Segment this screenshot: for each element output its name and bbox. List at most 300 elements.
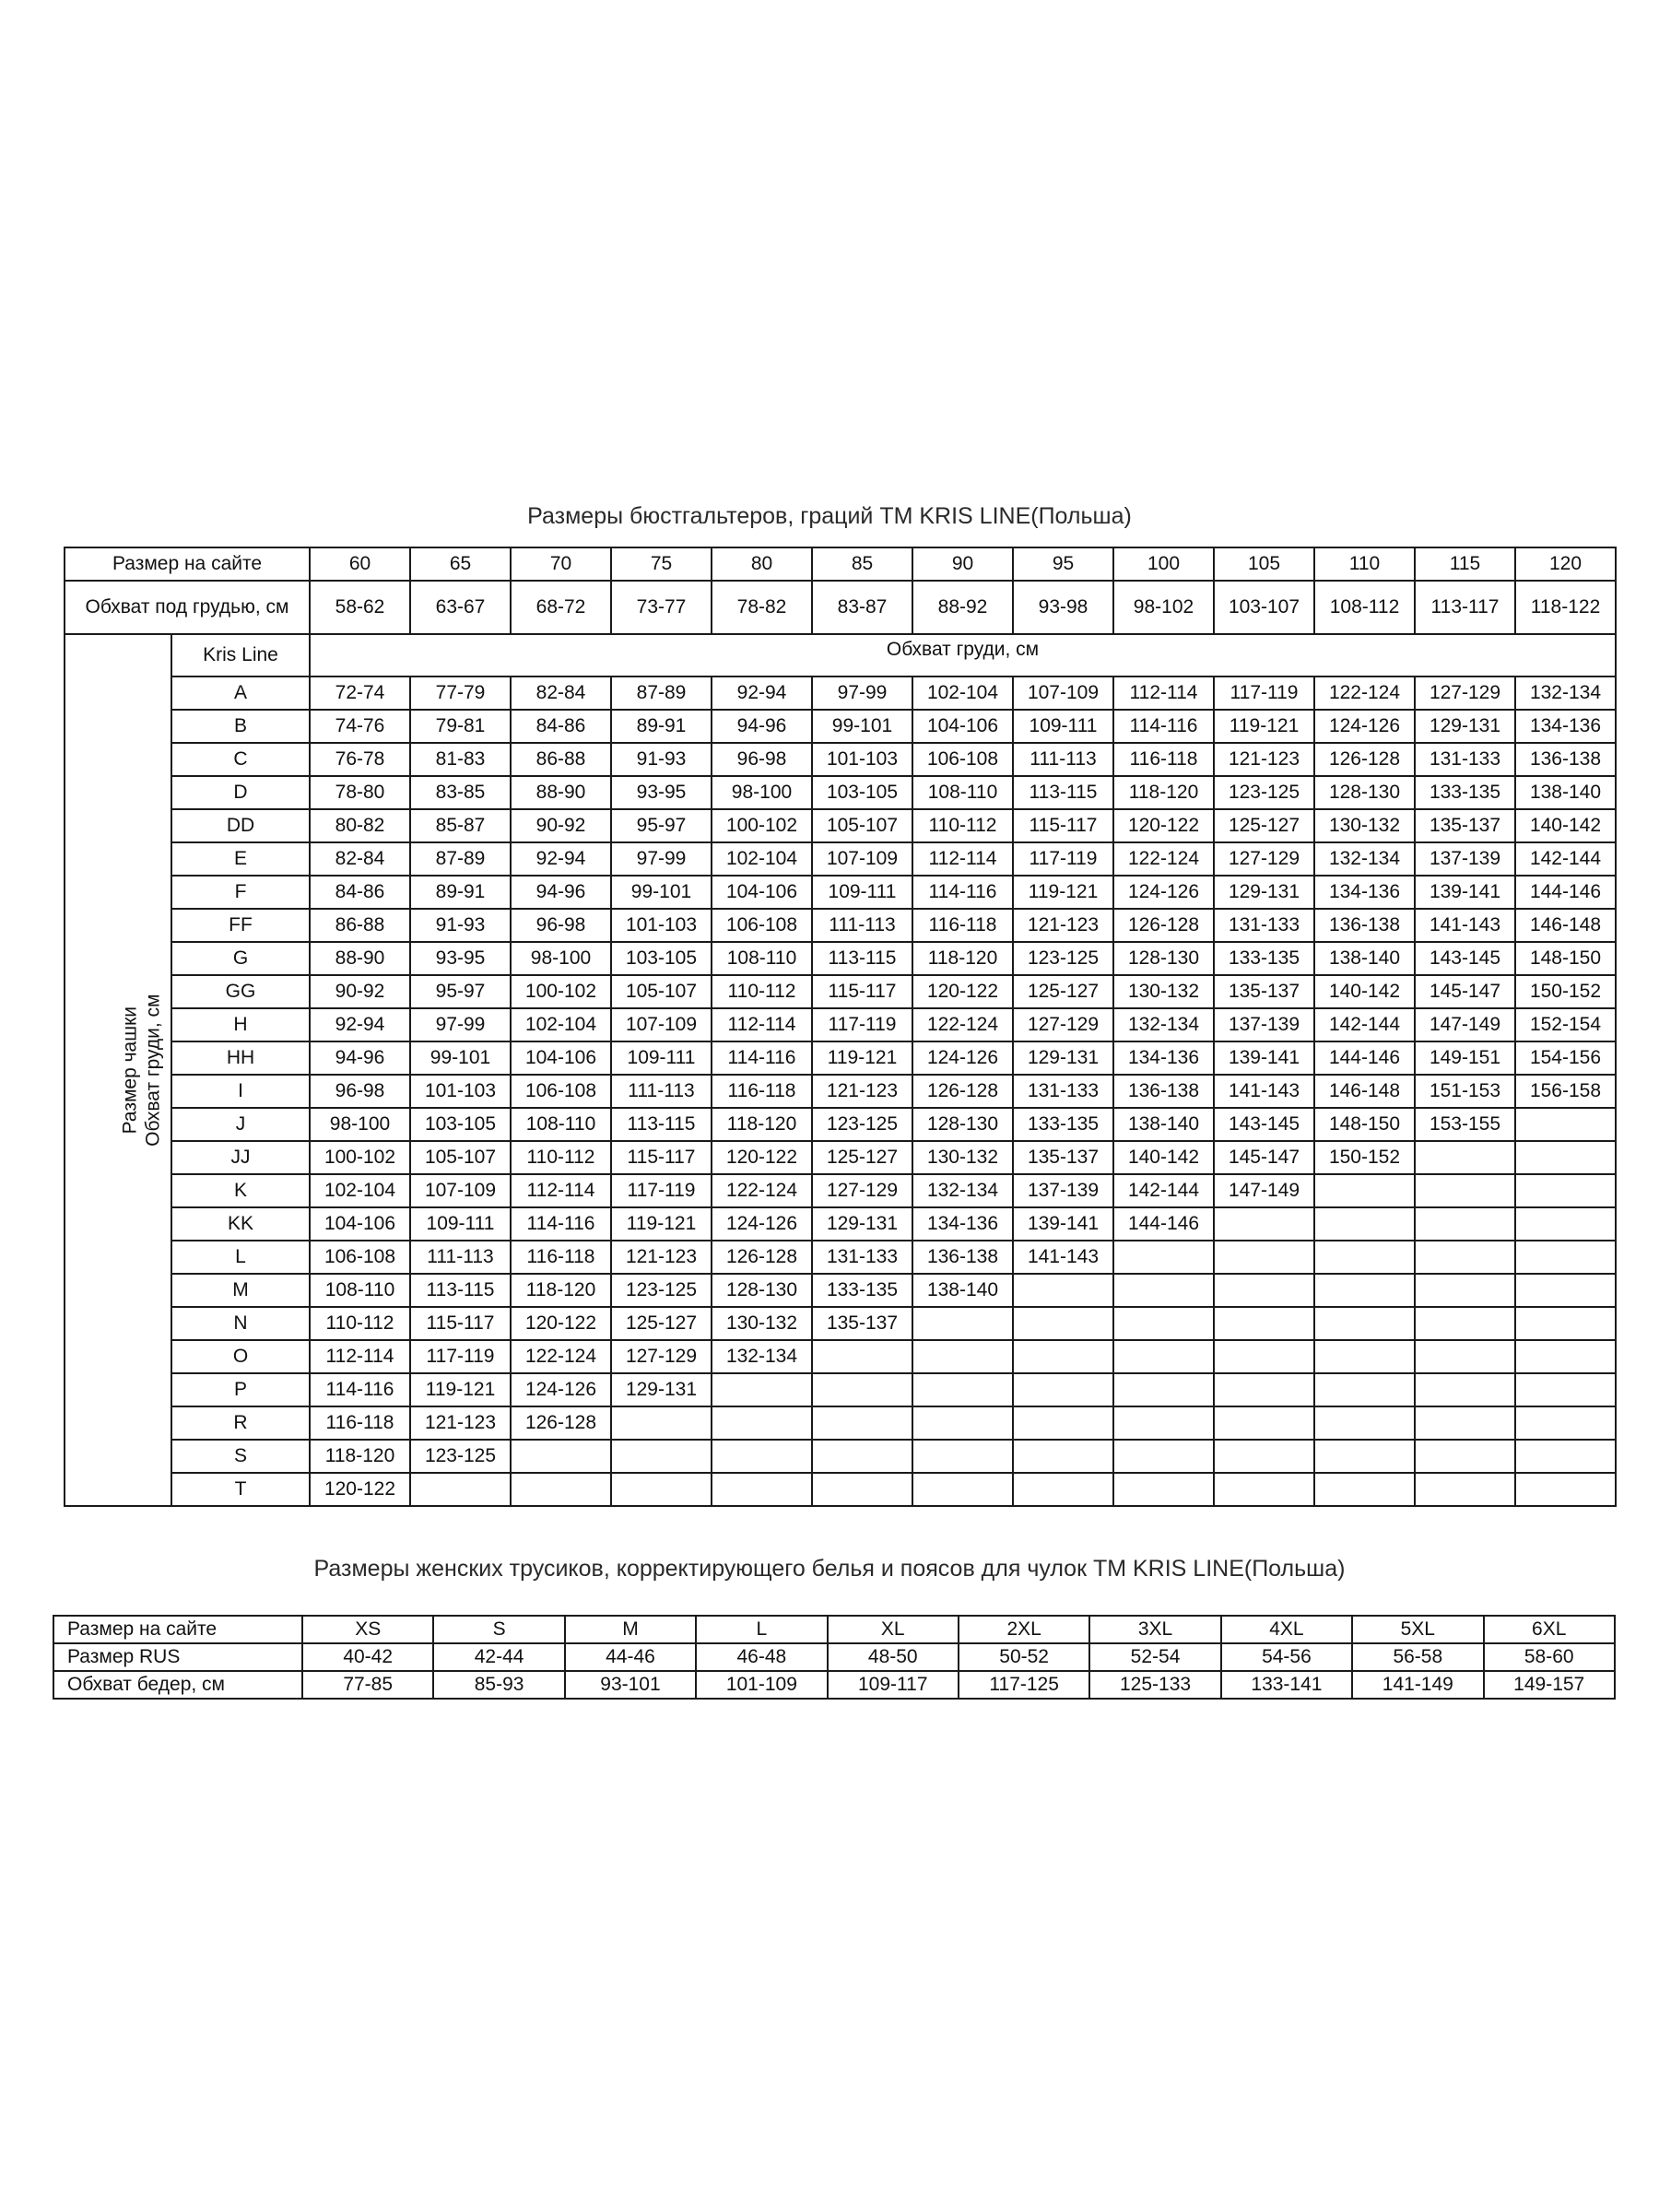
bust-range-cell: 77-79 (410, 677, 511, 710)
cup-letter: M (171, 1274, 310, 1307)
bust-range-cell: 106-108 (912, 743, 1013, 776)
bust-range-cell: 125-127 (812, 1141, 912, 1174)
bust-range-cell: 102-104 (712, 842, 812, 876)
bust-range-cell (1013, 1473, 1113, 1506)
bust-range-cell: 132-134 (912, 1174, 1013, 1207)
site-size-label: Размер на сайте (65, 547, 310, 581)
bust-range-cell (1214, 1307, 1314, 1340)
bust-range-cell: 111-113 (410, 1241, 511, 1274)
bust-range-cell: 96-98 (511, 909, 611, 942)
bust-range-cell: 78-80 (310, 776, 410, 809)
bust-range-cell: 119-121 (1214, 710, 1314, 743)
bust-range-cell: 109-111 (410, 1207, 511, 1241)
panty-cell: 56-58 (1352, 1643, 1483, 1671)
bust-range-cell (611, 1440, 712, 1473)
bust-range-cell (712, 1373, 812, 1406)
bust-range-cell: 126-128 (912, 1075, 1013, 1108)
bust-range-cell: 79-81 (410, 710, 511, 743)
cup-letter: FF (171, 909, 310, 942)
bust-range-cell (1013, 1406, 1113, 1440)
band-size-cell: 95 (1013, 547, 1113, 581)
bust-range-cell: 134-136 (1515, 710, 1616, 743)
bust-range-cell: 103-105 (611, 942, 712, 975)
bust-range-cell (1113, 1440, 1214, 1473)
bust-range-cell: 89-91 (611, 710, 712, 743)
bust-range-cell: 115-117 (410, 1307, 511, 1340)
cup-letter: L (171, 1241, 310, 1274)
panty-cell: 2XL (959, 1616, 1089, 1643)
underbust-cell: 83-87 (812, 581, 912, 634)
cup-size-vertical-label (65, 634, 171, 1506)
panty-cell: 109-117 (828, 1671, 959, 1699)
bust-range-cell (1515, 1406, 1616, 1440)
bust-range-cell: 124-126 (511, 1373, 611, 1406)
bust-range-cell: 143-145 (1415, 942, 1515, 975)
bust-range-cell: 132-134 (712, 1340, 812, 1373)
band-size-cell: 75 (611, 547, 712, 581)
cup-row (65, 975, 1616, 1008)
panty-row-label: Размер на сайте (53, 1616, 302, 1643)
bust-range-cell: 86-88 (310, 909, 410, 942)
bust-range-cell: 105-107 (812, 809, 912, 842)
bust-range-cell: 105-107 (611, 975, 712, 1008)
bust-range-cell: 138-140 (1113, 1108, 1214, 1141)
bust-range-cell: 116-118 (310, 1406, 410, 1440)
bust-range-cell: 102-104 (511, 1008, 611, 1041)
cup-row (65, 1008, 1616, 1041)
panty-cell: XL (828, 1616, 959, 1643)
bust-range-cell: 135-137 (1214, 975, 1314, 1008)
cup-row (65, 1440, 1616, 1473)
cup-letter: JJ (171, 1141, 310, 1174)
bust-range-cell: 98-100 (712, 776, 812, 809)
bust-range-cell: 139-141 (1415, 876, 1515, 909)
band-size-cell: 70 (511, 547, 611, 581)
bust-range-cell: 131-133 (812, 1241, 912, 1274)
underbust-cell: 73-77 (611, 581, 712, 634)
bust-range-cell: 119-121 (812, 1041, 912, 1075)
bust-range-cell: 113-115 (812, 942, 912, 975)
cup-row (65, 710, 1616, 743)
bust-range-cell (1214, 1373, 1314, 1406)
bust-range-cell: 152-154 (1515, 1008, 1616, 1041)
bust-range-cell: 122-124 (1314, 677, 1415, 710)
bust-range-cell (912, 1307, 1013, 1340)
bust-range-cell: 99-101 (611, 876, 712, 909)
bust-range-cell: 139-141 (1214, 1041, 1314, 1075)
bust-range-cell: 121-123 (1013, 909, 1113, 942)
cup-letter: DD (171, 809, 310, 842)
bust-range-cell: 116-118 (912, 909, 1013, 942)
cup-letter: O (171, 1340, 310, 1373)
bust-range-cell (812, 1373, 912, 1406)
bust-range-cell: 123-125 (812, 1108, 912, 1141)
bust-range-cell: 130-132 (912, 1141, 1013, 1174)
underbust-cell: 103-107 (1214, 581, 1314, 634)
row-brand (65, 634, 1616, 677)
bust-range-cell: 136-138 (1113, 1075, 1214, 1108)
bust-range-cell: 124-126 (1314, 710, 1415, 743)
bust-range-cell (1314, 1473, 1415, 1506)
bust-range-cell: 149-151 (1415, 1041, 1515, 1075)
bust-range-cell: 110-112 (310, 1307, 410, 1340)
bust-range-cell: 119-121 (611, 1207, 712, 1241)
bust-range-cell: 92-94 (511, 842, 611, 876)
cup-row (65, 1108, 1616, 1141)
bust-range-cell: 97-99 (611, 842, 712, 876)
panty-cell: 50-52 (959, 1643, 1089, 1671)
bust-range-cell: 132-134 (1314, 842, 1415, 876)
bust-range-cell: 120-122 (310, 1473, 410, 1506)
bust-range-cell: 101-103 (611, 909, 712, 942)
cup-row (65, 1174, 1616, 1207)
bust-range-cell: 93-95 (410, 942, 511, 975)
bust-range-cell: 88-90 (511, 776, 611, 809)
underbust-cell: 88-92 (912, 581, 1013, 634)
panty-cell: 85-93 (433, 1671, 564, 1699)
bust-range-cell: 81-83 (410, 743, 511, 776)
cup-row (65, 1241, 1616, 1274)
bust-range-cell (1113, 1340, 1214, 1373)
bust-range-cell: 136-138 (1515, 743, 1616, 776)
bust-range-cell (1314, 1274, 1415, 1307)
cup-row (65, 1075, 1616, 1108)
bust-range-cell: 121-123 (1214, 743, 1314, 776)
bust-range-cell: 102-104 (310, 1174, 410, 1207)
bust-range-cell: 128-130 (1113, 942, 1214, 975)
bust-range-cell: 118-120 (712, 1108, 812, 1141)
bust-range-cell (1415, 1241, 1515, 1274)
panty-cell: 141-149 (1352, 1671, 1483, 1699)
bust-range-cell: 103-105 (812, 776, 912, 809)
bust-range-cell (1013, 1340, 1113, 1373)
panty-size-table (53, 1615, 1616, 1700)
bust-range-cell (1113, 1473, 1214, 1506)
bust-range-cell: 126-128 (1314, 743, 1415, 776)
bust-range-cell: 112-114 (1113, 677, 1214, 710)
cup-letter: I (171, 1075, 310, 1108)
bust-range-cell: 82-84 (310, 842, 410, 876)
bust-range-cell (1113, 1241, 1214, 1274)
bust-range-cell: 113-115 (410, 1274, 511, 1307)
bust-range-cell: 130-132 (1113, 975, 1214, 1008)
bust-range-cell: 104-106 (712, 876, 812, 909)
bust-range-cell: 129-131 (1013, 1041, 1113, 1075)
bust-range-cell: 96-98 (310, 1075, 410, 1108)
bust-range-cell (912, 1406, 1013, 1440)
cup-row (65, 1307, 1616, 1340)
bust-range-cell (1013, 1274, 1113, 1307)
bust-range-cell: 120-122 (1113, 809, 1214, 842)
bust-range-cell: 126-128 (712, 1241, 812, 1274)
bust-range-cell (1113, 1373, 1214, 1406)
cup-size-label-line2: Обхват груди, см (142, 994, 164, 1147)
bust-range-cell: 141-143 (1415, 909, 1515, 942)
panty-row (53, 1643, 1615, 1671)
underbust-cell: 93-98 (1013, 581, 1113, 634)
bust-range-cell (1515, 1340, 1616, 1373)
bust-range-cell: 134-136 (1113, 1041, 1214, 1075)
bust-range-cell: 108-110 (712, 942, 812, 975)
bust-range-cell: 131-133 (1214, 909, 1314, 942)
cup-size-label-line1: Размер чашки (119, 1006, 141, 1135)
panty-cell: 133-141 (1221, 1671, 1352, 1699)
bust-range-cell (1013, 1373, 1113, 1406)
bust-range-cell: 106-108 (511, 1075, 611, 1108)
bust-range-cell: 126-128 (1113, 909, 1214, 942)
cup-letter: G (171, 942, 310, 975)
panty-cell: XS (302, 1616, 433, 1643)
panty-size-title: Размеры женских трусиков, корректирующего белья и поясов для чулок TM KRIS LINE(Польша) (313, 1556, 1346, 1582)
bust-range-cell: 110-112 (912, 809, 1013, 842)
panty-cell: 6XL (1484, 1616, 1615, 1643)
bust-range-cell: 109-111 (611, 1041, 712, 1075)
band-size-cell: 60 (310, 547, 410, 581)
bust-range-cell (1214, 1274, 1314, 1307)
bust-range-cell (912, 1473, 1013, 1506)
bust-range-cell: 117-119 (410, 1340, 511, 1373)
bust-range-cell (1515, 1473, 1616, 1506)
bust-range-cell (1515, 1274, 1616, 1307)
bust-range-cell: 134-136 (912, 1207, 1013, 1241)
bust-range-cell (1415, 1340, 1515, 1373)
bust-range-cell: 108-110 (511, 1108, 611, 1141)
bust-range-cell: 116-118 (712, 1075, 812, 1108)
bust-range-cell: 145-147 (1415, 975, 1515, 1008)
bust-range-cell: 119-121 (1013, 876, 1113, 909)
cup-letter: HH (171, 1041, 310, 1075)
bust-range-cell: 98-100 (511, 942, 611, 975)
underbust-cell: 108-112 (1314, 581, 1415, 634)
bust-range-cell (1415, 1307, 1515, 1340)
bust-range-cell: 101-103 (812, 743, 912, 776)
bust-range-cell: 121-123 (812, 1075, 912, 1108)
underbust-cell: 78-82 (712, 581, 812, 634)
bra-size-title: Размеры бюстгальтеров, граций TM KRIS LINE(Польша) (527, 503, 1132, 529)
bust-range-cell: 134-136 (1314, 876, 1415, 909)
bust-range-cell: 147-149 (1415, 1008, 1515, 1041)
bust-range-cell: 111-113 (812, 909, 912, 942)
bust-range-cell: 72-74 (310, 677, 410, 710)
band-size-cell: 85 (812, 547, 912, 581)
bust-range-cell: 151-153 (1415, 1075, 1515, 1108)
bust-range-cell: 129-131 (611, 1373, 712, 1406)
bust-range-cell (1415, 1174, 1515, 1207)
bust-range-cell: 117-119 (1214, 677, 1314, 710)
bust-range-cell: 128-130 (712, 1274, 812, 1307)
bust-range-cell: 84-86 (310, 876, 410, 909)
bust-range-cell: 91-93 (410, 909, 511, 942)
bust-range-cell: 146-148 (1314, 1075, 1415, 1108)
bust-range-cell: 133-135 (1013, 1108, 1113, 1141)
bust-label: Обхват груди, см (310, 634, 1616, 677)
bust-range-cell: 100-102 (310, 1141, 410, 1174)
panty-cell: 4XL (1221, 1616, 1352, 1643)
bust-range-cell: 93-95 (611, 776, 712, 809)
bust-range-cell (1415, 1373, 1515, 1406)
bust-range-cell: 106-108 (310, 1241, 410, 1274)
bust-range-cell: 156-158 (1515, 1075, 1616, 1108)
bust-range-cell: 146-148 (1515, 909, 1616, 942)
bust-range-cell: 99-101 (410, 1041, 511, 1075)
bust-range-cell: 127-129 (1013, 1008, 1113, 1041)
bust-range-cell: 76-78 (310, 743, 410, 776)
bust-range-cell: 138-140 (1314, 942, 1415, 975)
bust-range-cell (912, 1373, 1013, 1406)
bust-range-cell: 148-150 (1515, 942, 1616, 975)
bust-range-cell (611, 1406, 712, 1440)
panty-row (53, 1671, 1615, 1699)
bust-range-cell (1415, 1406, 1515, 1440)
bust-range-cell (1515, 1440, 1616, 1473)
bust-range-cell: 117-119 (1013, 842, 1113, 876)
bust-range-cell: 94-96 (511, 876, 611, 909)
panty-row (53, 1616, 1615, 1643)
bust-range-cell: 127-129 (611, 1340, 712, 1373)
bust-range-cell: 80-82 (310, 809, 410, 842)
bust-range-cell: 117-119 (812, 1008, 912, 1041)
bust-range-cell (611, 1473, 712, 1506)
bust-range-cell: 125-127 (1013, 975, 1113, 1008)
bust-range-cell: 124-126 (1113, 876, 1214, 909)
bust-range-cell: 83-85 (410, 776, 511, 809)
bust-range-cell (511, 1473, 611, 1506)
bust-range-cell: 135-137 (1013, 1141, 1113, 1174)
cup-letter: KK (171, 1207, 310, 1241)
bust-range-cell (1314, 1406, 1415, 1440)
panty-cell: 117-125 (959, 1671, 1089, 1699)
bust-range-cell: 115-117 (611, 1141, 712, 1174)
cup-row (65, 1141, 1616, 1174)
bust-range-cell: 141-143 (1013, 1241, 1113, 1274)
bust-range-cell: 108-110 (912, 776, 1013, 809)
bust-range-cell: 104-106 (310, 1207, 410, 1241)
bust-range-cell: 95-97 (611, 809, 712, 842)
bust-range-cell: 125-127 (1214, 809, 1314, 842)
bust-range-cell: 133-135 (812, 1274, 912, 1307)
bust-range-cell: 132-134 (1113, 1008, 1214, 1041)
bust-range-cell: 136-138 (1314, 909, 1415, 942)
bust-range-cell: 137-139 (1214, 1008, 1314, 1041)
underbust-cell: 113-117 (1415, 581, 1515, 634)
bust-range-cell: 92-94 (712, 677, 812, 710)
bust-range-cell (1515, 1307, 1616, 1340)
bust-range-cell: 144-146 (1515, 876, 1616, 909)
bust-range-cell (812, 1340, 912, 1373)
cup-row (65, 1041, 1616, 1075)
cup-size-rotated-text (118, 994, 164, 1146)
bust-range-cell: 138-140 (1515, 776, 1616, 809)
bust-range-cell: 90-92 (511, 809, 611, 842)
bust-range-cell: 86-88 (511, 743, 611, 776)
bust-range-cell: 112-114 (511, 1174, 611, 1207)
bust-range-cell (1515, 1108, 1616, 1141)
panty-cell: 44-46 (565, 1643, 696, 1671)
band-size-cell: 105 (1214, 547, 1314, 581)
bust-range-cell: 135-137 (1415, 809, 1515, 842)
bust-range-cell: 140-142 (1314, 975, 1415, 1008)
bust-range-cell (1314, 1174, 1415, 1207)
bust-range-cell: 82-84 (511, 677, 611, 710)
cup-row (65, 1340, 1616, 1373)
row-underbust (65, 581, 1616, 634)
bust-range-cell: 114-116 (912, 876, 1013, 909)
panty-cell: 3XL (1089, 1616, 1220, 1643)
bust-range-cell (1214, 1207, 1314, 1241)
bust-range-cell: 122-124 (511, 1340, 611, 1373)
cup-letter: J (171, 1108, 310, 1141)
panty-cell: 54-56 (1221, 1643, 1352, 1671)
bust-range-cell: 140-142 (1113, 1141, 1214, 1174)
cup-row (65, 677, 1616, 710)
bust-range-cell: 147-149 (1214, 1174, 1314, 1207)
bust-range-cell (1214, 1340, 1314, 1373)
bust-range-cell: 87-89 (410, 842, 511, 876)
bust-range-cell: 132-134 (1515, 677, 1616, 710)
bust-range-cell (1013, 1440, 1113, 1473)
bust-range-cell (1314, 1340, 1415, 1373)
bust-range-cell: 87-89 (611, 677, 712, 710)
cup-row (65, 1473, 1616, 1506)
bust-range-cell: 108-110 (310, 1274, 410, 1307)
underbust-label: Обхват под грудью, см (65, 581, 310, 634)
bust-range-cell (1214, 1473, 1314, 1506)
bust-range-cell: 139-141 (1013, 1207, 1113, 1241)
underbust-cell: 68-72 (511, 581, 611, 634)
bust-range-cell: 143-145 (1214, 1108, 1314, 1141)
bust-range-cell: 133-135 (1214, 942, 1314, 975)
bust-range-cell: 148-150 (1314, 1108, 1415, 1141)
bust-range-cell: 94-96 (310, 1041, 410, 1075)
panty-cell: 149-157 (1484, 1671, 1615, 1699)
band-size-cell: 120 (1515, 547, 1616, 581)
bust-range-cell: 131-133 (1415, 743, 1515, 776)
panty-cell: S (433, 1616, 564, 1643)
panty-cell: 42-44 (433, 1643, 564, 1671)
bust-range-cell: 144-146 (1314, 1041, 1415, 1075)
cup-row (65, 1373, 1616, 1406)
bust-range-cell (1314, 1440, 1415, 1473)
bust-range-cell: 129-131 (1214, 876, 1314, 909)
bust-range-cell: 124-126 (712, 1207, 812, 1241)
bust-range-cell: 129-131 (1415, 710, 1515, 743)
underbust-cell: 58-62 (310, 581, 410, 634)
bust-range-cell: 107-109 (611, 1008, 712, 1041)
panty-cell: L (696, 1616, 827, 1643)
bust-range-cell: 144-146 (1113, 1207, 1214, 1241)
bust-range-cell: 122-124 (912, 1008, 1013, 1041)
bust-range-cell: 110-112 (712, 975, 812, 1008)
panty-cell: 40-42 (302, 1643, 433, 1671)
bust-range-cell: 150-152 (1515, 975, 1616, 1008)
bust-range-cell: 127-129 (1415, 677, 1515, 710)
bust-range-cell: 91-93 (611, 743, 712, 776)
bust-range-cell: 135-137 (812, 1307, 912, 1340)
bust-range-cell: 126-128 (511, 1406, 611, 1440)
bust-range-cell: 85-87 (410, 809, 511, 842)
bust-range-cell: 110-112 (511, 1141, 611, 1174)
bust-range-cell: 124-126 (912, 1041, 1013, 1075)
cup-letter: N (171, 1307, 310, 1340)
bust-range-cell: 92-94 (310, 1008, 410, 1041)
bust-range-cell: 90-92 (310, 975, 410, 1008)
bust-range-cell: 100-102 (511, 975, 611, 1008)
bust-range-cell (912, 1340, 1013, 1373)
bust-range-cell: 101-103 (410, 1075, 511, 1108)
bust-range-cell: 114-116 (511, 1207, 611, 1241)
bust-range-cell (410, 1473, 511, 1506)
bust-range-cell (1113, 1274, 1214, 1307)
